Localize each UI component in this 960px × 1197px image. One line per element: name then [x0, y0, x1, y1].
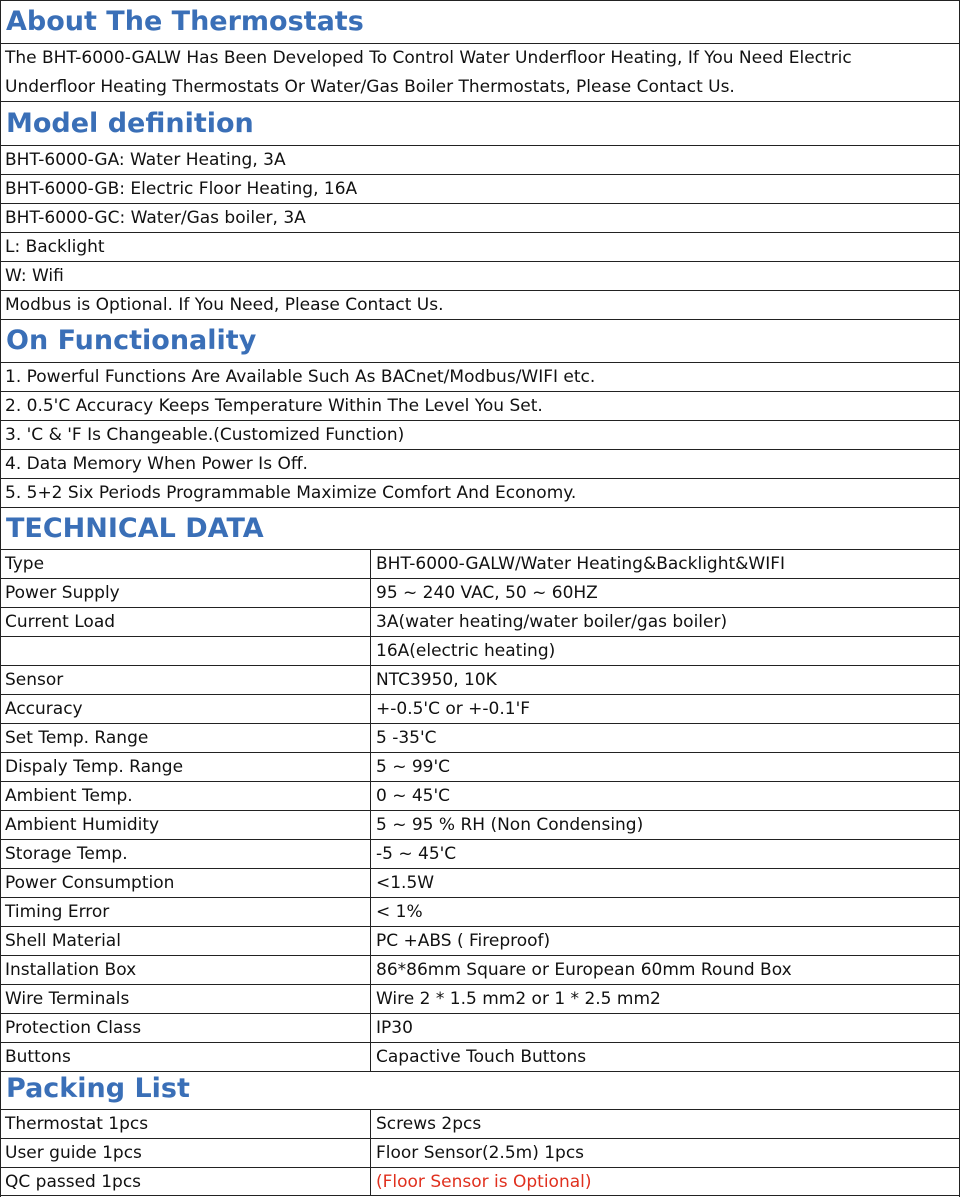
tech-label: Protection Class — [1, 1014, 371, 1042]
packing-right: Floor Sensor(2.5m) 1pcs — [376, 1143, 585, 1163]
packing-left: User guide 1pcs — [1, 1139, 371, 1167]
tech-label: Ambient Humidity — [1, 811, 371, 839]
about-line-2: Underfloor Heating Thermostats Or Water/Gas Boiler Thermostats, Please Contact Us. — [5, 76, 735, 97]
tech-value: 0 ~ 45'C — [376, 786, 451, 806]
tech-value: BHT-6000-GALW/Water Heating&Backlight&WIFI — [376, 554, 786, 574]
model-item: L: Backlight — [1, 233, 960, 262]
tech-row — [1, 985, 960, 1014]
tech-value: +-0.5'C or +-0.1'F — [376, 699, 531, 719]
tech-value: 95 ~ 240 VAC, 50 ~ 60HZ — [376, 583, 598, 603]
tech-value: 16A(electric heating) — [376, 641, 556, 661]
tech-label: Buttons — [1, 1043, 371, 1071]
functionality-item: 1. Powerful Functions Are Available Such As BACnet/Modbus/WIFI etc. — [1, 363, 960, 392]
tech-value: PC +ABS ( Fireproof) — [376, 931, 551, 951]
packing-right: Screws 2pcs — [376, 1114, 482, 1134]
functionality-item: 2. 0.5'C Accuracy Keeps Temperature Within The Level You Set. — [1, 392, 960, 421]
tech-label — [1, 637, 371, 665]
model-item: BHT-6000-GA: Water Heating, 3A — [1, 146, 960, 175]
packing-heading: Packing List — [1, 1068, 960, 1110]
functionality-item: 5. 5+2 Six Periods Programmable Maximize Comfort And Economy. — [1, 479, 960, 508]
tech-row — [1, 637, 960, 666]
tech-row — [1, 724, 960, 753]
tech-value: <1.5W — [376, 873, 435, 893]
tech-label: Power Supply — [1, 579, 371, 607]
functionality-heading: On Functionality — [1, 320, 960, 363]
about-line-1: The BHT-6000-GALW Has Been Developed To Control Water Underfloor Heating, If You Need Electric — [5, 47, 852, 68]
tech-label: Current Load — [1, 608, 371, 636]
tech-row — [1, 927, 960, 956]
tech-value: NTC3950, 10K — [376, 670, 497, 690]
tech-row — [1, 811, 960, 840]
about-paragraph — [1, 44, 960, 102]
tech-label: Sensor — [1, 666, 371, 694]
tech-row — [1, 782, 960, 811]
optional-note: (Floor Sensor is Optional) — [376, 1171, 592, 1192]
tech-label: Timing Error — [1, 898, 371, 926]
tech-row — [1, 956, 960, 985]
tech-row — [1, 1014, 960, 1043]
about-heading: About The Thermostats — [1, 0, 960, 44]
packing-left: QC passed 1pcs — [1, 1168, 371, 1195]
tech-label: Type — [1, 550, 371, 578]
tech-value: 5 -35'C — [376, 728, 437, 748]
tech-value: IP30 — [376, 1018, 413, 1038]
tech-value: 3A(water heating/water boiler/gas boiler) — [376, 612, 728, 632]
tech-row — [1, 579, 960, 608]
tech-row — [1, 695, 960, 724]
tech-label: Shell Material — [1, 927, 371, 955]
model-item: BHT-6000-GC: Water/Gas boiler, 3A — [1, 204, 960, 233]
tech-value: -5 ~ 45'C — [376, 844, 457, 864]
tech-row — [1, 666, 960, 695]
tech-row — [1, 840, 960, 869]
tech-value: < 1% — [376, 902, 423, 922]
tech-label: Dispaly Temp. Range — [1, 753, 371, 781]
tech-label: Accuracy — [1, 695, 371, 723]
tech-value: 5 ~ 99'C — [376, 757, 451, 777]
packing-left: Thermostat 1pcs — [1, 1110, 371, 1138]
tech-label: Wire Terminals — [1, 985, 371, 1013]
tech-row — [1, 898, 960, 927]
functionality-item: 4. Data Memory When Power Is Off. — [1, 450, 960, 479]
packing-row — [1, 1110, 960, 1139]
tech-row — [1, 550, 960, 579]
tech-row — [1, 869, 960, 898]
tech-value: Capactive Touch Buttons — [376, 1047, 587, 1067]
tech-value: 86*86mm Square or European 60mm Round Box — [376, 960, 792, 980]
tech-label: Power Consumption — [1, 869, 371, 897]
model-item: BHT-6000-GB: Electric Floor Heating, 16A — [1, 175, 960, 204]
packing-row — [1, 1168, 960, 1196]
tech-label: Ambient Temp. — [1, 782, 371, 810]
tech-label: Storage Temp. — [1, 840, 371, 868]
model-heading: Model definition — [1, 102, 960, 146]
technical-heading: TECHNICAL DATA — [1, 508, 960, 550]
tech-row — [1, 753, 960, 782]
tech-value: Wire 2 * 1.5 mm2 or 1 * 2.5 mm2 — [376, 989, 661, 1009]
tech-label: Set Temp. Range — [1, 724, 371, 752]
model-item: Modbus is Optional. If You Need, Please Contact Us. — [1, 291, 960, 320]
model-item: W: Wifi — [1, 262, 960, 291]
tech-value: 5 ~ 95 % RH (Non Condensing) — [376, 815, 644, 835]
packing-row — [1, 1139, 960, 1168]
tech-row — [1, 608, 960, 637]
functionality-item: 3. 'C & 'F Is Changeable.(Customized Function) — [1, 421, 960, 450]
tech-label: Installation Box — [1, 956, 371, 984]
